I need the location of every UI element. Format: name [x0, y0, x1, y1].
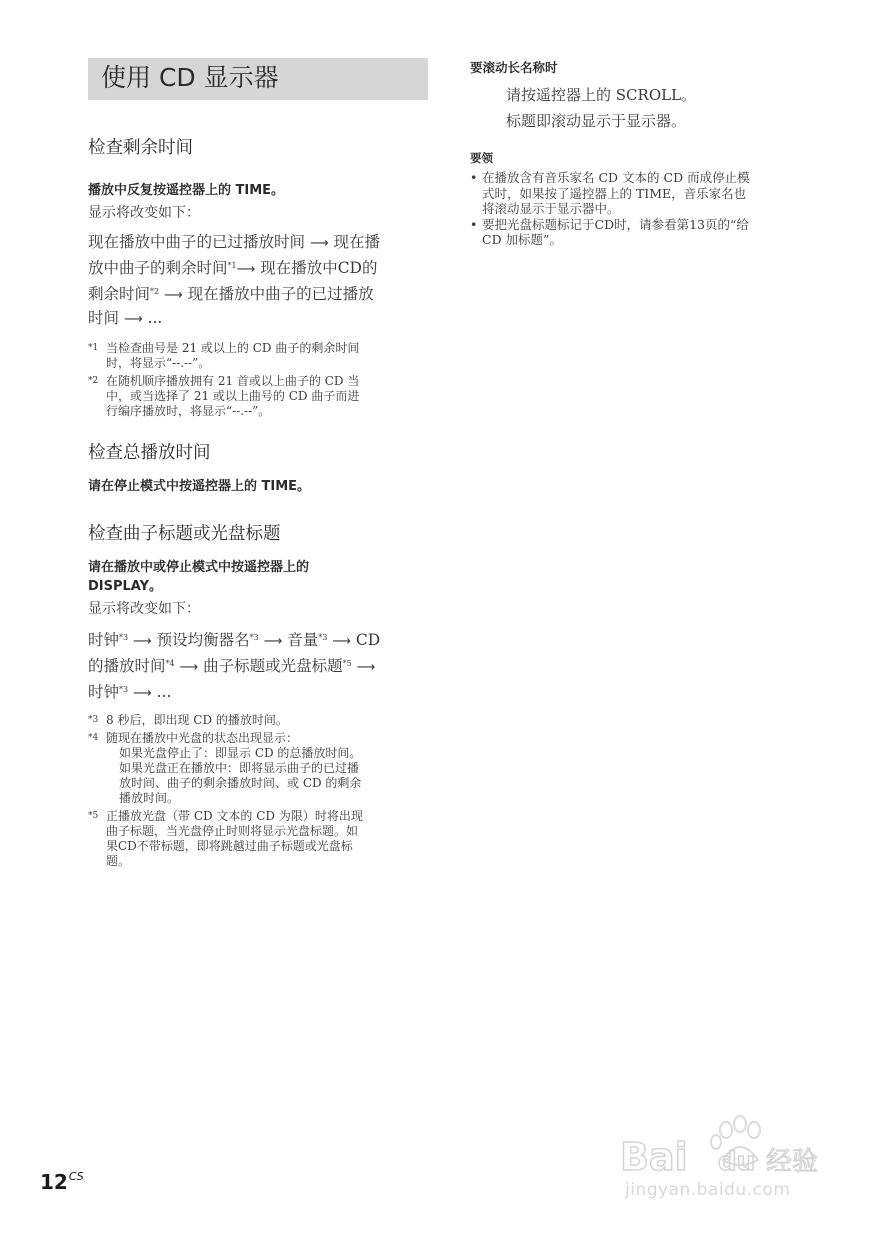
- footnote-4-stopped: 如果光盘停止了：即显示 CD 的总播放时间。: [119, 746, 362, 760]
- scroll-instruction: 请按遥控器上的 SCROLL。: [506, 86, 697, 104]
- scroll-result: 标题即滚动显示于显示器。: [506, 112, 687, 130]
- scroll-heading: 要滚动长名称时: [470, 60, 558, 75]
- instruction-display: 请在播放中或停止模式中按遥控器上的 DISPLAY。: [88, 560, 310, 594]
- footnotes-remaining: [88, 341, 430, 419]
- arrow-icon: ⟶: [263, 634, 283, 649]
- right-column: [470, 58, 815, 248]
- instruction-time: 播放中反复按遥控器上的 TIME。: [88, 183, 285, 198]
- footnote-1: *1 当检查曲号是 21 或以上的 CD 曲子的剩余时间 时，将显示“--.--”。: [88, 341, 360, 370]
- tip-item: • 在播放含有音乐家名 CD 文本的 CD 而成停止模 式时，如果按了遥控器上的 TIME，音乐家名也 将滚动显示于显示器中。: [470, 170, 750, 216]
- section-heading-remaining-time: 检查剩余时间: [88, 138, 193, 158]
- page-number: $12^{CS}$: [40, 1170, 84, 1194]
- arrow-icon: ⟶: [164, 288, 183, 303]
- watermark-url: jingyan.baidu.com: [625, 1180, 791, 1200]
- time-flow: 现在播放中曲子的已过播放时间 ⟶ 现在播 放中曲子的剩余时间$^{*1}$⟶ 现在播放中CD的 剩余时间$^{*2}$ ⟶ 现在播放中曲子的已过播放 时间 ⟶ ...: [88, 233, 381, 327]
- footnote-2: *2 在随机顺序播放拥有 21 首或以上曲子的 CD 当 中，或当选择了 21 或以上曲号的 CD 曲子而进 行编序播放时，将显示“--.--”。: [88, 374, 360, 418]
- instruction-stop-time: 请在停止模式中按遥控器上的 TIME。: [88, 479, 311, 494]
- tips-heading: 要领: [470, 151, 493, 165]
- arrow-icon: ⟶: [356, 660, 376, 675]
- arrow-icon: ⟶: [332, 634, 351, 649]
- svg-text:du: du: [718, 1147, 756, 1177]
- footnote-3: *3 8 秒后，即出现 CD 的播放时间。: [88, 713, 288, 727]
- arrow-icon: ⟶: [309, 236, 329, 251]
- bullet-icon: •: [470, 216, 478, 232]
- display-flow: 时钟$^{*3}$ ⟶ 预设均衡器名$^{*3}$ ⟶ 音量$^{*3}$ ⟶ CD 的播放时间$^{*4}$ ⟶ 曲子标题或光盘标题$^{*5}$ ⟶ 时钟$^{*3}$ ⟶ ...: [88, 631, 381, 701]
- tip-item: • 要把光盘标题标记于CD时，请参看第13页的“给 CD 加标题”。: [470, 216, 749, 247]
- page-title: 使用 CD 显示器: [88, 58, 428, 100]
- bullet-icon: •: [470, 170, 478, 185]
- left-column: [88, 58, 430, 869]
- footnotes-display: [88, 713, 430, 869]
- arrow-icon: ⟶: [123, 312, 143, 327]
- footnote-4-playing: 如果光盘正在播放中：即将显示曲子的已过播 放时间、曲子的剩余播放时间、或 CD 的剩余 播放时间。: [119, 761, 362, 805]
- section-heading-total-time: 检查总播放时间: [88, 443, 211, 463]
- footnote-5: *5 正播放光盘（带 CD 文本的 CD 为限）时将出现 曲子标题，当光盘停止时则将显示光盘标题。如 果CD不带标题，即将跳越过曲子标题或光盘标 题。: [88, 809, 363, 868]
- svg-text:经验: 经验: [766, 1147, 819, 1177]
- arrow-icon: ⟶: [236, 262, 256, 277]
- arrow-icon: ⟶: [133, 686, 152, 701]
- arrow-icon: ⟶: [179, 660, 199, 675]
- display-changes-text: 显示将改变如下：: [88, 205, 200, 221]
- svg-text:Bai: Bai: [620, 1135, 688, 1179]
- tips-list: [470, 170, 815, 248]
- arrow-icon: ⟶: [133, 634, 152, 649]
- section-heading-titles: 检查曲子标题或光盘标题: [88, 524, 281, 544]
- footnote-4: *4 随现在播放中光盘的状态出现显示： 如果光盘停止了：即显示 CD 的总播放时间。 如果光盘正在播放中：即将显示曲子的已过播 放时间、曲子的剩余播放时间、或 CD 的剩余 播放时间。: [88, 731, 430, 806]
- display-changes-text-2: 显示将改变如下：: [88, 601, 200, 617]
